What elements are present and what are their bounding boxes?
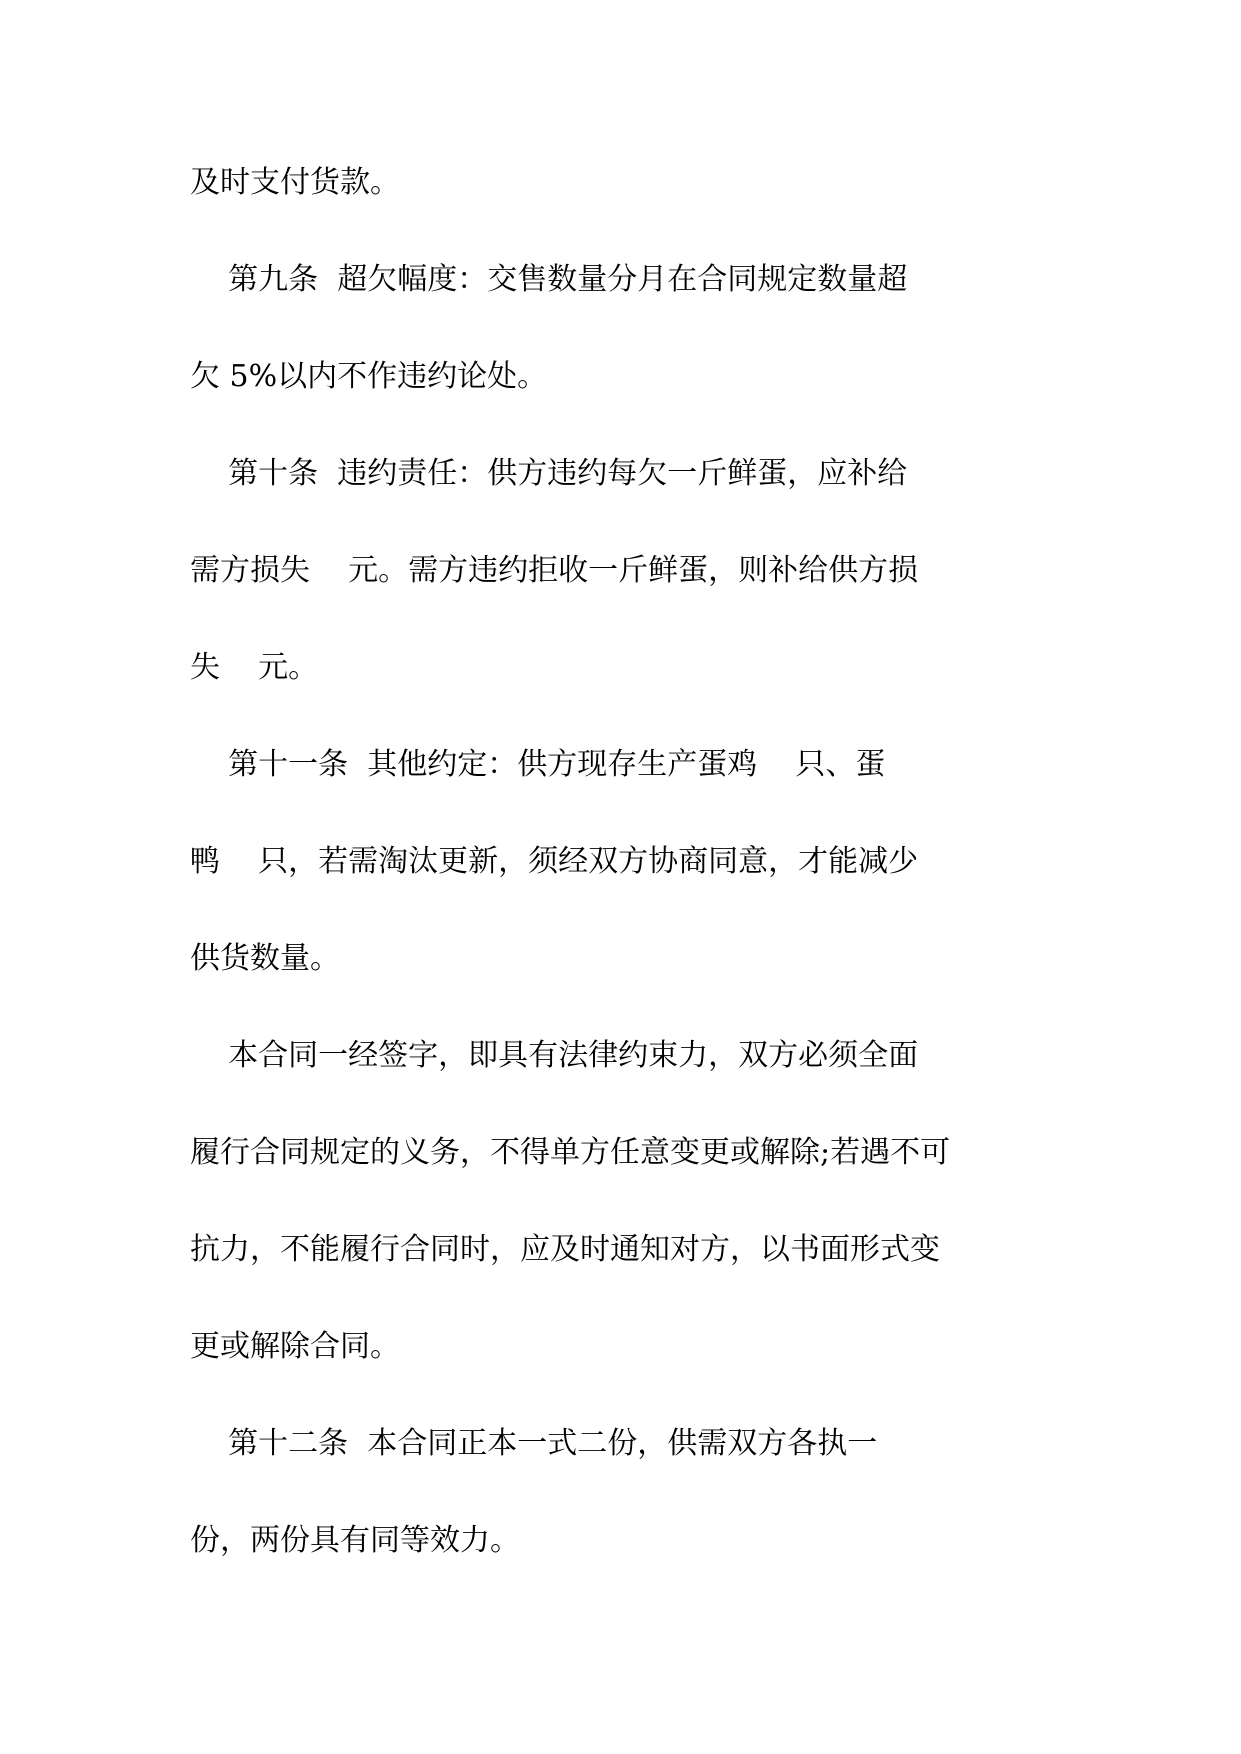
document-line: 及时支付货款。 <box>190 165 400 200</box>
document-line: 更或解除合同。 <box>190 1329 400 1364</box>
document-line: 鸭 只，若需淘汰更新，须经双方协商同意，才能减少 <box>190 844 919 879</box>
document-line: 失 元。 <box>190 650 319 685</box>
document-line: 第十一条 其他约定：供方现存生产蛋鸡 只、蛋 <box>190 747 886 782</box>
document-line: 履行合同规定的义务，不得单方任意变更或解除;若遇不可 <box>190 1135 951 1170</box>
document-line: 需方损失 元。需方违约拒收一斤鲜蛋，则补给供方损 <box>190 553 919 588</box>
document-line: 抗力，不能履行合同时，应及时通知对方，以书面形式变 <box>190 1232 940 1267</box>
document-line: 供货数量。 <box>190 941 340 976</box>
document-line: 份，两份具有同等效力。 <box>190 1523 520 1558</box>
document-line: 第九条 超欠幅度：交售数量分月在合同规定数量超 <box>190 262 908 297</box>
document-line: 第十条 违约责任：供方违约每欠一斤鲜蛋，应补给 <box>190 456 908 491</box>
document-line: 欠 5%以内不作违约论处。 <box>190 359 548 394</box>
document-line: 第十二条 本合同正本一式二份，供需双方各执一 <box>190 1426 878 1461</box>
document-line: 本合同一经签字，即具有法律约束力，双方必须全面 <box>190 1038 919 1073</box>
